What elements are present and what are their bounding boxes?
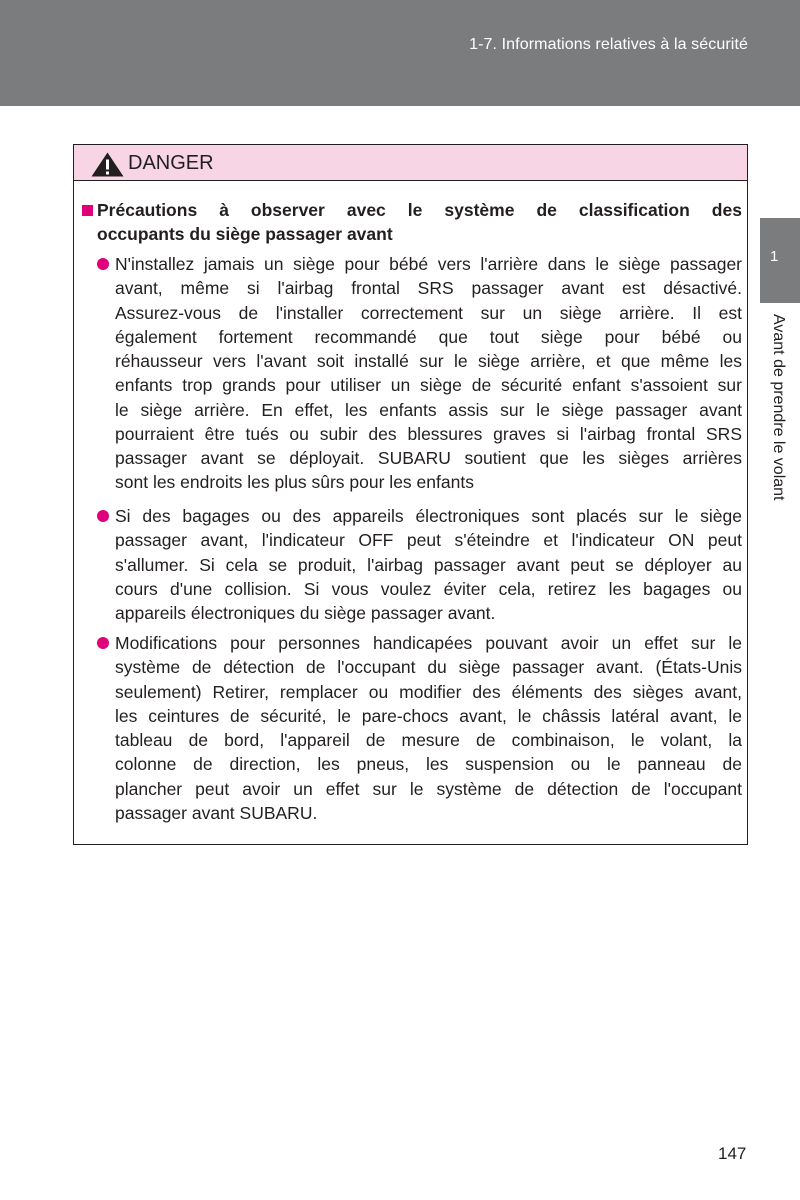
bullet-text-line: pourraient être tués ou subir des blessures graves si l'airbag frontal SRS [115,423,742,444]
heading-word: des [711,200,742,220]
bullet-text-line: réhausseur vers l'avant soit installé sur le siège arrière, et que même les [115,351,742,371]
bullet-text-line: cours d'une collision. Si vous voulez éviter cela, retirez les bagages ou [115,578,742,599]
bullet-text-line: colonne de direction, les pneus, les suspension ou le panneau de [115,754,742,775]
section-heading [82,198,742,246]
chapter-tab [760,218,800,303]
chapter-number: 1 [770,248,779,265]
danger-header [74,145,747,181]
bullet-text-line: passager avant se déployait. SUBARU soutient que les sièges arrières [115,448,742,468]
bullet-text-line: enfants trop grands pour utiliser un siège de sécurité enfant s'assoient sur [115,375,742,396]
bullet-text-line: Assurez-vous de l'installer correctement sur un siège arrière. Il est [115,302,742,323]
bullet-text-line: également fortement recommandé que tout siège pour bébé ou [115,326,742,347]
bullet-text-line: le siège arrière. En effet, les enfants assis sur le siège passager avant [115,399,742,420]
heading-first-word-wrap [82,198,197,222]
heading-word: observer [250,200,325,220]
bullet-text-line: les ceintures de sécurité, le pare-chocs avant, le châssis latéral avant, le [115,705,742,726]
danger-label: DANGER [128,152,214,174]
square-bullet-icon [82,205,93,216]
bullet-text-line: passager avant, l'indicateur OFF peut s'éteindre et l'indicateur ON peut [115,530,742,551]
heading-word: à [219,200,229,220]
circle-bullet-icon [97,258,109,270]
heading-word: système [444,200,515,220]
chapter-label: Avant de prendre le volant [770,314,787,501]
heading-word: le [407,200,423,220]
bullet-text-line: appareils électroniques du siège passager avant. [115,603,496,623]
circle-bullet-icon [97,637,109,649]
bullet-text-line: Si des bagages ou des appareils électroniques sont placés sur le siège [115,506,742,526]
heading-word: classification [578,200,690,220]
heading-word: avec [346,200,386,220]
heading-line-2: occupants du siège passager avant [97,224,393,244]
bullet-text-line: s'allumer. Si cela se produit, l'airbag passager avant peut se déployer au [115,554,742,575]
bullet-text-line: plancher peut avoir un effet sur le système de détection de l'occupant [115,778,742,799]
bullet-text-line: passager avant SUBARU. [115,802,318,823]
bullet-text-line: avant, même si l'airbag frontal SRS passager avant est désactivé. [115,278,742,299]
bullet-text-line: tableau de bord, l'appareil de mesure de combinaison, le volant, la [115,730,742,750]
heading-word: Précautions [97,200,198,220]
heading-word: de [536,200,557,220]
bullet-text-line: système de détection de l'occupant du siège passager avant. (États-Unis [115,657,742,678]
bullet-text-line: sont les endroits les plus sûrs pour les enfants [115,472,474,493]
bullet-text-line: seulement) Retirer, remplacer ou modifier des éléments des sièges avant, [115,681,742,702]
page-number: 147 [718,1144,747,1163]
bullet-text-line: N'installez jamais un siège pour bébé vers l'arrière dans le siège passager [115,254,742,274]
circle-bullet-icon [97,510,109,522]
bullet-text-line: Modifications pour personnes handicapées pouvant avoir un effet sur le [115,633,742,653]
heading-line-1 [82,198,742,222]
section-title: 1-7. Informations relatives à la sécurité [469,36,748,53]
warning-triangle-icon [91,152,124,177]
danger-box [73,144,748,845]
